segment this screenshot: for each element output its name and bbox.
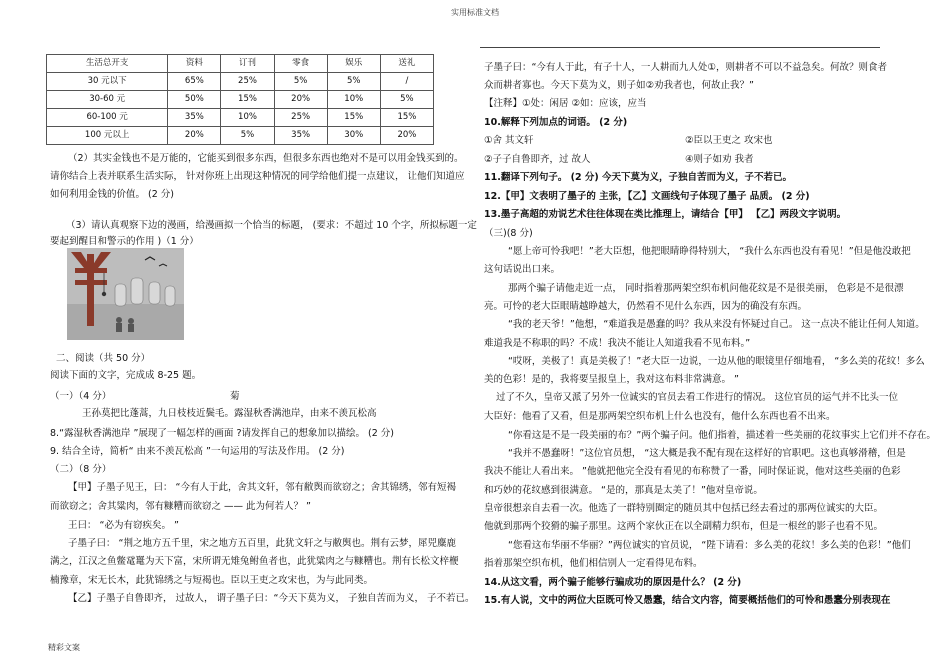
story-line14: 和巧妙的花纹感到很满意。 “是的，那真是太美了！”他对皇帝说。 <box>484 485 763 496</box>
table-cell: 订刊 <box>221 55 274 73</box>
q10-word-2: ②臣以王吏之 攻宋也 <box>685 135 773 146</box>
yi-line2: 子墨子曰：“今有人于此，有子十人，一人耕而九人处①，则耕者不可以不益急矣。何故？则食者 <box>484 62 887 73</box>
q3-line2: 要起到醒目和警示的作用 )（1 分） <box>50 236 199 247</box>
q2-line2: 请你结合上表并联系生活实际， 针对你班上出现这种情况的同学给他们提一点建议， 让他们知道应 <box>50 171 465 182</box>
table-cell: 65% <box>168 73 221 91</box>
table-cell: 25% <box>274 109 327 127</box>
table-cell: 100 元以上 <box>47 127 168 145</box>
table-cell: 10% <box>327 91 380 109</box>
story-line13: 我决不能让人看出来。 ”他就把他完全没有看见的布称赞了一番，同时保证说，他对这些美丽的色彩 <box>484 466 901 477</box>
table-cell: 35% <box>274 127 327 145</box>
story-line12: “我并不愚蠢呀！”这位官员想， “这大概是我不配有现在这样好的官职吧。这也真够滑稽，但是 <box>508 448 906 459</box>
question-9: 9. 结合全诗，简析“ 由来不羡瓦松高 ”一句运用的写法及作用。 (2 分) <box>50 446 345 457</box>
table-cell: 5% <box>380 91 433 109</box>
part1-heading: （一）（4 分） <box>50 391 112 402</box>
table-cell: 30 元以下 <box>47 73 168 91</box>
story-line15: 皇帝很想亲自去看一次。他选了一群特别圈定的随员其中包括已经去看过的那两位诚实的大臣。 <box>484 503 884 514</box>
story-line7: “哎呀，美极了！真是美极了！”老大臣一边说，一边从他的眼镜里仔细地看， “多么美的花纹！多么 <box>508 356 925 367</box>
jia-line6: 楠豫章，宋无长木，此犹锦绣之与短褐也。臣以王吏之攻宋也，为与此同类。 <box>50 575 374 586</box>
yi-line3: 众而耕者寡也。今天下莫为义，则子如②劝我者也，何故止我？” <box>484 80 754 91</box>
table-cell: 15% <box>380 109 433 127</box>
table-cell: 20% <box>274 91 327 109</box>
jia-line1: 【甲】子墨子见王，曰： “今有人于此，舍其文轩，邻有敝舆而欲窃之；舍其锦绣，邻有短褐 <box>68 482 456 493</box>
reading-intro: 阅读下面的文字，完成成 8-25 题。 <box>50 370 202 381</box>
question-8: 8.“露湿秋香满池岸 ”展现了一幅怎样的画面 ?请发挥自己的想象加以描绘。 (2 分) <box>50 428 394 439</box>
table-cell: 30% <box>327 127 380 145</box>
table-cell: 10% <box>221 109 274 127</box>
q2-line3: 如何利用金钱的价值。 (2 分) <box>50 189 174 200</box>
poem-title: 菊 <box>230 391 240 402</box>
story-line5: “我的老天爷！”他想，“难道我是愚蠢的吗？我从来没有怀疑过自己。 这一点决不能让任何人知道。 <box>508 319 925 330</box>
table-cell: 5% <box>221 127 274 145</box>
question-12: 12.【甲】文表明了墨子的 主张，【乙】文画线句子体现了墨子 品质。 (2 分) <box>484 191 810 202</box>
question-15: 15.有人说，文中的两位大臣既可怜又愚蠢，结合文内容，简要概括他们的可怜和愚蠢分别表现在 <box>484 595 891 606</box>
q2-line1: （2）其实金钱也不是万能的，它能买到很多东西，但很多东西也绝对不是可以用金钱买到的。 <box>68 153 464 164</box>
table-cell: 娱乐 <box>327 55 380 73</box>
table-row <box>47 91 434 109</box>
header-rule <box>480 47 880 48</box>
question-13: 13.墨子高超的劝说艺术往往体现在类比推理上，请结合【甲】 【乙】两段文字说明。 <box>484 209 847 220</box>
table-cell: / <box>380 73 433 91</box>
table-row <box>47 127 434 145</box>
spending-table <box>46 54 434 145</box>
story-line10: 大臣好：他看了又看，但是那两架空织布机上什么也没有，他什么东西也看不出来。 <box>484 411 836 422</box>
part3-heading: （三)(8 分) <box>484 228 533 239</box>
table-cell: 30-60 元 <box>47 91 168 109</box>
table-cell: 零食 <box>274 55 327 73</box>
story-line3: 那两个骗子请他走近一点， 同时指着那两架空织布机问他花纹是不是很美丽， 色彩是不是很漂 <box>508 283 904 294</box>
table-cell: 送礼 <box>380 55 433 73</box>
table-cell: 5% <box>327 73 380 91</box>
story-line4: 亮。可怜的老大臣眼睛越睁越大，仍然看不见什么东西，因为的确没有东西。 <box>484 301 808 312</box>
table-cell: 5% <box>274 73 327 91</box>
q10-word-4: ④则子如劝 我者 <box>685 154 754 165</box>
question-10: 10.解释下列加点的词语。 (2 分) <box>484 117 628 128</box>
table-cell: 35% <box>168 109 221 127</box>
story-line1: “愿上帝可怜我吧！”老大臣想，他把眼睛睁得特别大， “我什么东西也没有看见！”但是他没敢把 <box>508 246 911 257</box>
table-cell: 15% <box>221 91 274 109</box>
jia-line5: 满之，江汉之鱼鳖鼋鼍为天下富，宋所谓无雉兔鲋鱼者也，此犹粱肉之与糠糟也。荆有长松文梓楩 <box>50 556 459 567</box>
story-line9: 过了不久，皇帝又派了另外一位诚实的官员去看工作进行的情况。 这位官员的运气并不比头一位 <box>496 392 899 403</box>
story-line2: 这句话说出口来。 <box>484 264 561 275</box>
poem-text: 王孙莫把比蓬蒿，九日枝枝近鬓毛。露湿秋香满池岸，由来不羡瓦松高 <box>82 408 377 419</box>
page-footer: 精彩文案 <box>48 643 80 652</box>
part2-heading: （二）（8 分） <box>50 464 112 475</box>
jia-line3: 王曰： “必为有窃疾矣。 ” <box>68 520 179 531</box>
table-cell: 60-100 元 <box>47 109 168 127</box>
table-row <box>47 109 434 127</box>
q10-word-1: ①舍 其文轩 <box>484 135 534 146</box>
page-header: 实用标准文档 <box>451 8 499 17</box>
annotation-note: 【注释】①处：闲居 ②如：应该，应当 <box>484 98 647 109</box>
table-header-row <box>47 55 434 73</box>
table-cell: 生活总开支 <box>47 55 168 73</box>
story-line18: 指着那架空织布机，他们相信别人一定看得见布料。 <box>484 558 703 569</box>
yi-line1: 【乙】子墨子自鲁即齐， 过故人， 谓子墨子曰：“今天下莫为义， 子独自苦而为义， 子不若已。 <box>68 593 475 604</box>
table-cell: 20% <box>380 127 433 145</box>
question-11: 11.翻译下列句子。 (2 分) 今天下莫为义，子独自苦而为义，子不若已。 <box>484 172 793 183</box>
jia-line4: 子墨子曰： “荆之地方五千里，宋之地方五百里，此犹文轩之与敝舆也。荆有云梦，犀兕麋鹿 <box>68 538 456 549</box>
table-cell: 资料 <box>168 55 221 73</box>
story-line16: 他就到那两个狡猾的骗子那里。这两个家伙正在以全副精力织布，但是一根丝的影子也看不见。 <box>484 521 884 532</box>
table-cell: 50% <box>168 91 221 109</box>
story-line17: “您看这布华丽不华丽？”两位诚实的官员说， “陛下请看：多么美的花纹！多么美的色彩！”他们 <box>508 540 911 551</box>
jia-line2: 而欲窃之；舍其粱肉，邻有糠糟而欲窃之 —— 此为何若人？ ” <box>50 501 311 512</box>
q3-line1: （3）请认真观察下边的漫画，给漫画拟一个恰当的标题， (要求：不超过 10 个字，所拟标题一定 <box>66 220 477 231</box>
story-line11: “你看这是不是一段美丽的布？”两个骗子问。他们指着，描述着一些美丽的花纹事实上它们并不存在。 <box>508 430 936 441</box>
money-cartoon-image <box>67 248 184 340</box>
q10-word-3: ②子子自鲁即齐，过 故人 <box>484 154 591 165</box>
section-2-heading: 二、阅读（共 50 分） <box>56 353 151 364</box>
table-row <box>47 73 434 91</box>
table-cell: 20% <box>168 127 221 145</box>
table-cell: 25% <box>221 73 274 91</box>
story-line6: 难道我是不称职的吗？不成！我决不能让人知道我看不见布料。” <box>484 338 751 349</box>
question-14: 14.从这文看，两个骗子能够行骗成功的原因是什么？ (2 分) <box>484 577 742 588</box>
story-line8: 美的色彩！是的，我将要呈报皇上，我对这布料非常满意。 ” <box>484 374 739 385</box>
table-cell: 15% <box>327 109 380 127</box>
